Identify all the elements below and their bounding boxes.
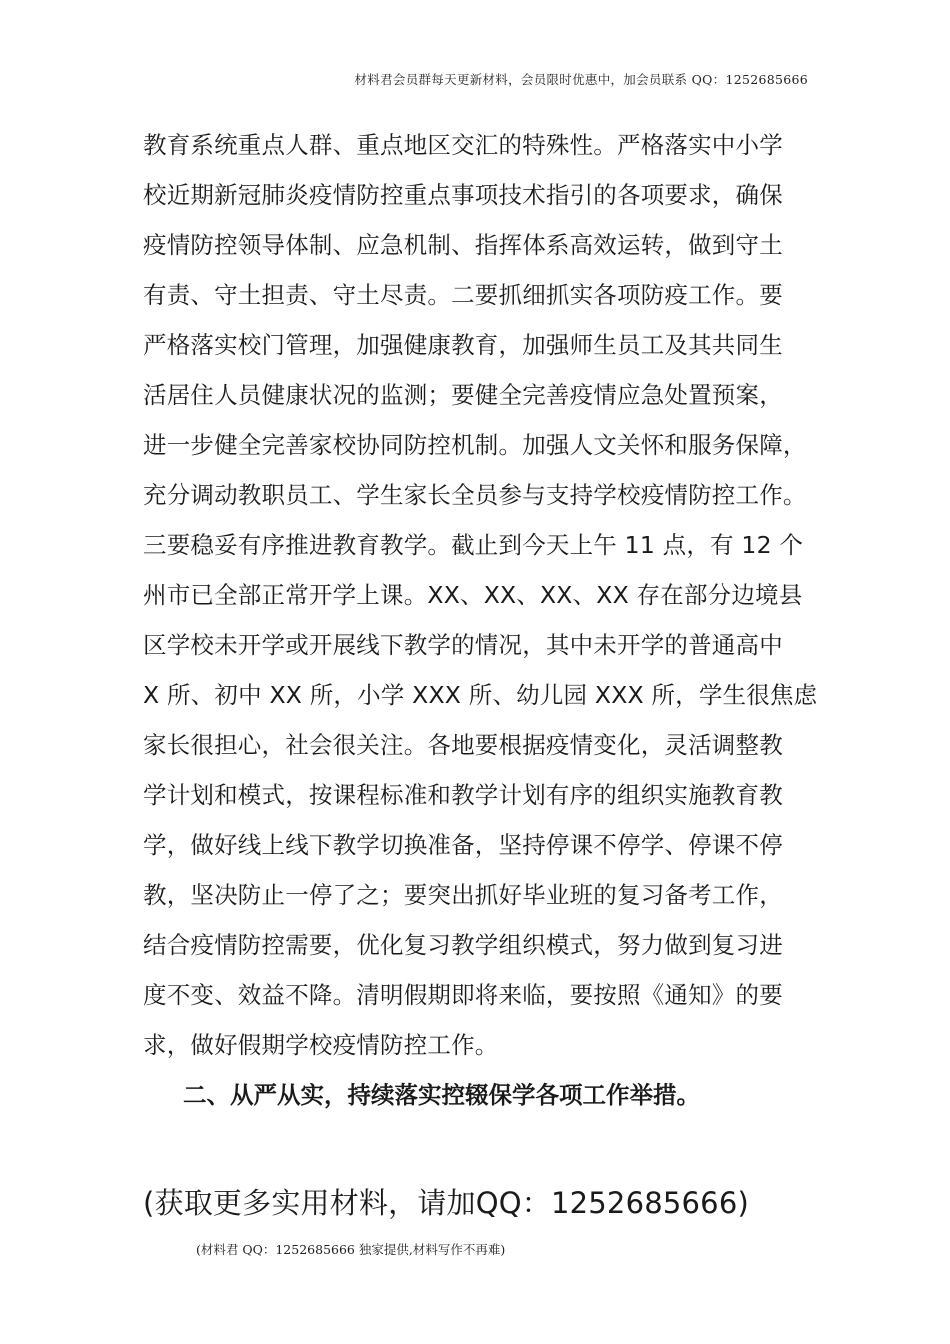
paragraph-line: 严格落实校门管理，加强健康教育，加强师生员工及其共同生 <box>143 331 783 359</box>
paragraph-line: X 所、初中 XX 所，小学 XXX 所、幼儿园 XXX 所，学生很焦虑 <box>143 681 818 709</box>
paragraph-line: 有责、守土担责、守土尽责。二要抓细抓实各项防疫工作。要 <box>143 281 783 309</box>
paragraph-line: 三要稳妥有序推进教育教学。截止到今天上午 11 点，有 12 个 <box>143 531 804 559</box>
body-paragraph <box>143 120 823 1070</box>
paragraph-line: 度不变、效益不降。清明假期即将来临，要按照《通知》的要 <box>143 981 783 1009</box>
paragraph-line: 活居住人员健康状况的监测；要健全完善疫情应急处置预案， <box>143 381 783 409</box>
paragraph-line: 结合疫情防控需要，优化复习教学组织模式，努力做到复习进 <box>143 931 783 959</box>
section-heading: 二、从严从实，持续落实控辍保学各项工作举措。 <box>183 1081 700 1109</box>
header-note: 材料君会员群每天更新材料，会员限时优惠中，加会员联系 QQ：1252685666 <box>354 72 808 87</box>
footer-note: (材料君 QQ：1252685666 独家提供,材料写作不再难) <box>196 1242 506 1257</box>
paragraph-line: 家长很担心，社会很关注。各地要根据疫情变化，灵活调整教 <box>143 731 783 759</box>
paragraph-line: 州市已全部正常开学上课。XX、XX、XX、XX 存在部分边境县 <box>143 581 803 609</box>
paragraph-line: 学计划和模式，按课程标准和教学计划有序的组织实施教育教 <box>143 781 783 809</box>
paragraph-line: 校近期新冠肺炎疫情防控重点事项技术指引的各项要求，确保 <box>143 181 783 209</box>
promo-text: (获取更多实用材料，请加QQ：1252685666) <box>143 1186 749 1220</box>
paragraph-line: 学，做好线上线下教学切换准备，坚持停课不停学、停课不停 <box>143 831 783 859</box>
paragraph-line: 求，做好假期学校疫情防控工作。 <box>143 1031 499 1059</box>
paragraph-line: 充分调动教职员工、学生家长全员参与支持学校疫情防控工作。 <box>143 481 807 509</box>
paragraph-line: 进一步健全完善家校协同防控机制。加强人文关怀和服务保障， <box>143 431 807 459</box>
paragraph-line: 疫情防控领导体制、应急机制、指挥体系高效运转，做到守土 <box>143 231 783 259</box>
paragraph-line: 教，坚决防止一停了之；要突出抓好毕业班的复习备考工作， <box>143 881 783 909</box>
paragraph-line: 区学校未开学或开展线下教学的情况，其中未开学的普通高中 <box>143 631 783 659</box>
paragraph-line: 教育系统重点人群、重点地区交汇的特殊性。严格落实中小学 <box>143 131 783 159</box>
